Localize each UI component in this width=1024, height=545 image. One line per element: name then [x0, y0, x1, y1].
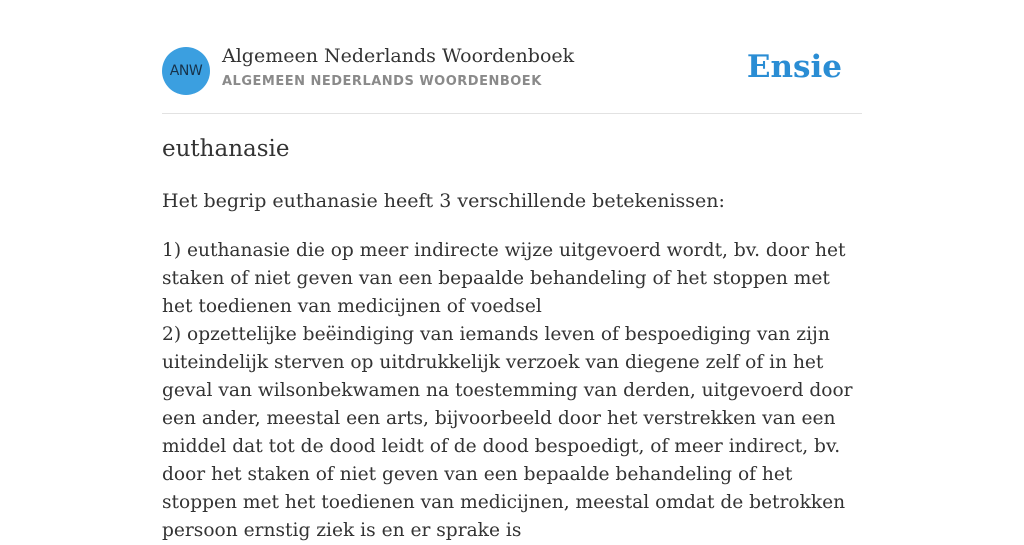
site-title[interactable]: Algemeen Nederlands Woordenboek — [222, 45, 575, 67]
meanings-list — [162, 237, 862, 545]
meaning-item: 2) opzettelijke beëindiging van iemands leven of bespoediging van zijn uiteindelijk sterven op uitdrukkelijk verzoek van diegene zelf of in het geval van wilsonbekwamen na toestemming van derden, uitgevoerd door een ander, meestal een arts, bijvoorbeeld door het verstrekken van een middel dat tot de dood leidt of de dood bespoedigt, of meer indirect, bv. door het staken of niet geven van een bepaalde behandeling of het stoppen met het toedienen van medicijnen, meestal omdat de betrokken persoon ernstig ziek is en er sprake is — [162, 324, 853, 541]
entry-headword: euthanasie — [162, 136, 290, 162]
site-subtitle: ALGEMEEN NEDERLANDS WOORDENBOEK — [222, 74, 542, 89]
entry-intro: Het begrip euthanasie heeft 3 verschillende betekenissen: — [162, 190, 725, 212]
meaning-item: 1) euthanasie die op meer indirecte wijze uitgevoerd wordt, bv. door het staken of niet geven van een bepaalde behandeling of het stoppen met het toedienen van medicijnen of voedsel — [162, 240, 846, 317]
ensie-brand-logo[interactable]: Ensie — [746, 49, 842, 85]
content-container — [162, 0, 862, 541]
anw-logo[interactable]: ANW — [162, 47, 210, 95]
site-header — [162, 0, 862, 114]
